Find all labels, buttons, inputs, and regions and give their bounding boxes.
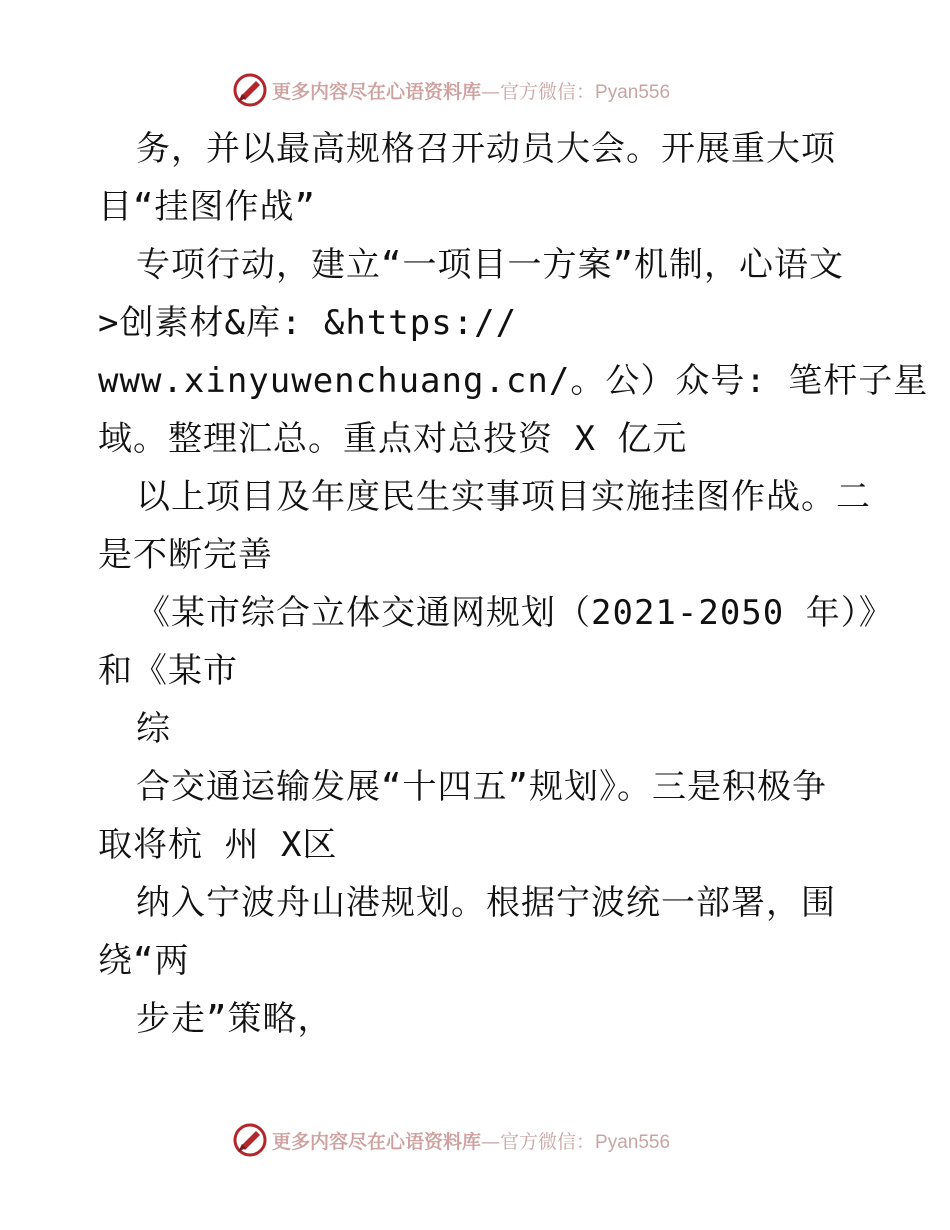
body-line: 纳入宁波舟山港规划。根据宁波统一部署，围 (136, 883, 836, 923)
header-brand-text: 更多内容尽在心语资料库 (272, 80, 482, 103)
footer-banner-text (272, 1127, 670, 1154)
body-line: 务，并以最高规格召开动员大会。开展重大项 (136, 129, 836, 169)
body-line: 和《某市 (98, 651, 238, 691)
body-line: 步走”策略， (136, 999, 333, 1039)
body-line: >创素材&库: &https:// (98, 303, 518, 343)
footer-brand-text: 更多内容尽在心语资料库 (272, 1130, 482, 1153)
header-banner (232, 70, 670, 110)
body-line: 是不断完善 (98, 535, 273, 575)
brand-logo-icon (232, 72, 268, 108)
body-line: 取将杭 州 X区 (98, 825, 338, 865)
header-wechat-id: Pyan556 (595, 81, 671, 103)
header-banner-text (272, 77, 670, 104)
brand-logo-icon (232, 1122, 268, 1158)
body-line: 绕“两 (98, 941, 190, 981)
body-line: 以上项目及年度民生实事项目实施挂图作战。二 (136, 477, 871, 517)
body-line: 目“挂图作战” (98, 187, 316, 227)
footer-wechat-id: Pyan556 (595, 1131, 671, 1153)
body-line: 合交通运输发展“十四五”规划》。三是积极争 (136, 767, 827, 807)
body-line: www.xinyuwenchuang.cn/。公）众号: 笔杆子星 (98, 361, 929, 401)
footer-banner (232, 1120, 670, 1160)
body-line: 域。整理汇总。重点对总投资 X 亿元 (98, 419, 688, 459)
header-separator: — (481, 80, 501, 103)
footer-wechat-label: 官方微信： (500, 1130, 596, 1153)
document-body (98, 120, 929, 1048)
body-line: 专项行动，建立“一项目一方案”机制，心语文 (136, 245, 844, 285)
footer-separator: — (481, 1130, 501, 1153)
header-wechat-label: 官方微信： (500, 80, 596, 103)
body-line: 《某市综合立体交通网规划（2021-2050 年）》 (136, 593, 894, 633)
body-line: 综 (136, 709, 171, 749)
